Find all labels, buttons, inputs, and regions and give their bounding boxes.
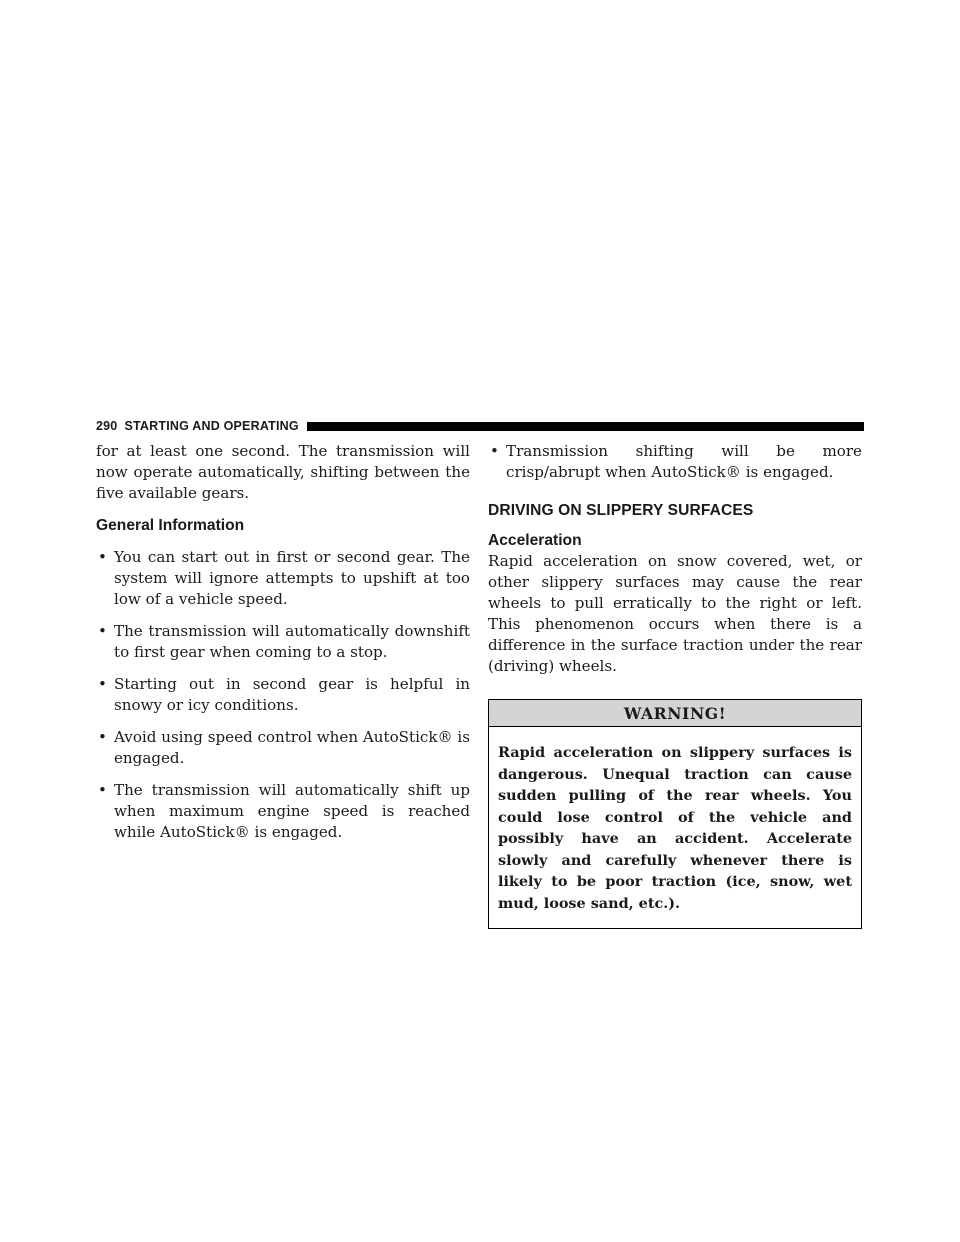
warning-text: Rapid acceleration on slippery surfaces is dangerous. Unequal traction can cause sudden pulling of the rear wheels. You could lose control of the vehicle and possibly have an accident. Accelerate slowly and carefully whenever there is likely to be poor traction (ice, snow, wet mud, loose sand, etc.). — [498, 744, 852, 912]
right-column — [488, 441, 862, 929]
list-item — [96, 780, 470, 843]
list-item — [96, 727, 470, 769]
list-item-text: The transmission will automatically downshift to first gear when coming to a stop. — [114, 622, 470, 661]
bullet-icon: • — [98, 675, 107, 693]
list-item-text: Transmission shifting will be more crisp/abrupt when AutoStick® is engaged. — [506, 442, 862, 481]
bullet-icon: • — [98, 728, 107, 746]
list-item-text: Avoid using speed control when AutoStick® is engaged. — [114, 728, 470, 767]
section-heading: DRIVING ON SLIPPERY SURFACES — [488, 502, 754, 519]
warning-title: WARNING! — [489, 700, 861, 727]
section-title: STARTING AND OPERATING — [124, 419, 299, 433]
page-number: 290 — [96, 419, 118, 433]
acceleration-paragraph: Rapid acceleration on snow covered, wet, or other slippery surfaces may cause the rear wheels to pull erratically to the right or left. This phenomenon occurs when there is a difference in the surface traction under the rear (driving) wheels. — [488, 552, 862, 675]
acceleration-heading: Acceleration — [488, 532, 582, 549]
autostick-list — [488, 441, 862, 483]
warning-box — [488, 699, 862, 929]
general-information-list — [96, 547, 470, 843]
bullet-icon: • — [98, 781, 107, 799]
bullet-icon: • — [490, 442, 499, 460]
bullet-icon: • — [98, 622, 107, 640]
list-item — [96, 674, 470, 716]
list-item-text: The transmission will automatically shift up when maximum engine speed is reached while AutoStick® is engaged. — [114, 781, 470, 841]
header-rule — [307, 422, 864, 431]
general-information-heading: General Information — [96, 517, 245, 534]
left-column — [96, 441, 470, 843]
list-item — [488, 441, 862, 483]
list-item — [96, 547, 470, 610]
bullet-icon: • — [98, 548, 107, 566]
list-item-text: You can start out in first or second gear. The system will ignore attempts to upshift at too low of a vehicle speed. — [114, 548, 470, 608]
list-item-text: Starting out in second gear is helpful in snowy or icy conditions. — [114, 675, 470, 714]
page-header — [96, 418, 864, 434]
intro-paragraph: for at least one second. The transmission will now operate automatically, shifting between the five available gears. — [96, 442, 470, 502]
list-item — [96, 621, 470, 663]
